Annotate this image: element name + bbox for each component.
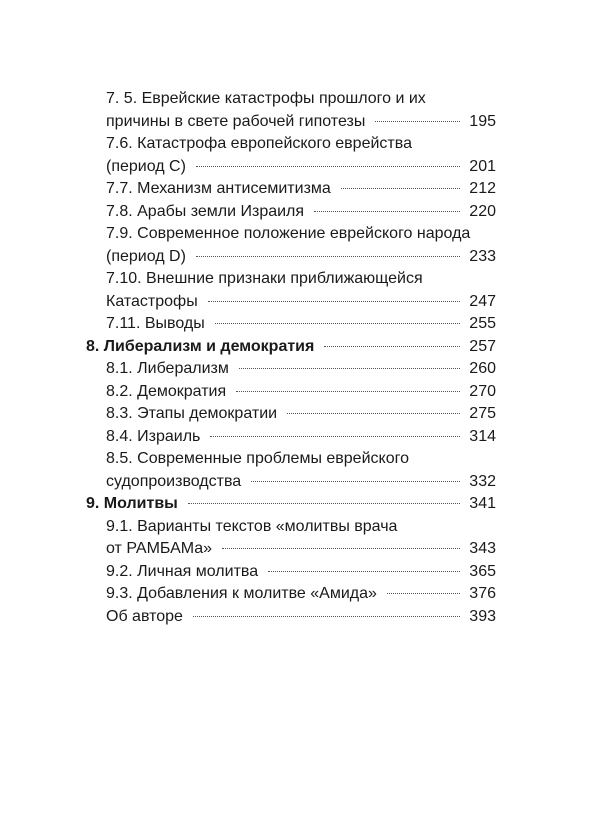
dot-leader (208, 301, 460, 302)
toc-page-number: 332 (469, 472, 496, 490)
toc-page-number: 343 (469, 540, 496, 557)
toc-page-number: 212 (469, 180, 496, 197)
toc-page-number: 247 (469, 292, 496, 310)
toc-entry-title: 9.3. Добавления к молитве «Амида» (106, 585, 377, 602)
toc-entry-title: 8.1. Либерализм (106, 360, 229, 377)
toc-entry-title: от РАМБАМа» (106, 540, 213, 557)
toc-entry-row (106, 471, 496, 494)
toc-entry-title: Об авторе (106, 607, 183, 625)
toc-page-number: 220 (469, 202, 496, 220)
toc-entry-title: 7.7. Механизм антисемитизма (106, 180, 331, 197)
toc-entry-title: 8.4. Израиль (106, 427, 201, 445)
toc-entry-row (106, 606, 496, 629)
toc-entry-title: 8.3. Этапы демократии (106, 405, 278, 422)
dot-leader (196, 256, 460, 257)
toc-entry-row (106, 403, 496, 426)
dot-leader (375, 121, 460, 122)
toc-entry-title-line: 7.9. Современное положение еврейского народа (106, 225, 471, 242)
toc-entry-row (106, 111, 496, 134)
toc-entry-title: 7.11. Выводы (106, 315, 205, 332)
toc-entry-row (106, 313, 496, 336)
toc-section-entry (86, 88, 496, 133)
toc-entry-row (106, 561, 496, 584)
dot-leader (387, 593, 460, 594)
toc-page-number: 376 (469, 585, 496, 602)
toc-entry-title-line: 7.10. Внешние признаки приближающейся (106, 270, 423, 287)
toc-entry-title: 8.2. Демократия (106, 382, 227, 400)
toc-entry-title: Катастрофы (106, 292, 198, 310)
toc-section-entry (86, 313, 496, 336)
toc-entry-row (106, 178, 496, 201)
toc-section-entry (86, 606, 496, 629)
toc-entry-title: 8. Либерализм и демократия (86, 337, 315, 355)
toc-section-entry (86, 381, 496, 404)
dot-leader (193, 616, 460, 617)
toc-section-entry (86, 133, 496, 178)
toc-section-entry (86, 201, 496, 224)
dot-leader (215, 323, 460, 324)
toc-page-number: 233 (469, 247, 496, 265)
toc-entry-row (106, 426, 496, 449)
toc-entry-row (106, 291, 496, 314)
toc-section-entry (86, 448, 496, 493)
toc-entry-title: 7.8. Арабы земли Израиля (106, 202, 305, 220)
dot-leader (236, 391, 460, 392)
toc-entry-row (106, 358, 496, 381)
dot-leader (287, 413, 460, 414)
toc-entry-title: (период D) (106, 247, 186, 265)
toc-entry-row (106, 201, 496, 224)
toc-page-number: 195 (469, 112, 496, 130)
toc-page-number: 341 (469, 495, 496, 512)
toc-entry-row (106, 538, 496, 561)
dot-leader (210, 436, 460, 437)
dot-leader (324, 346, 460, 347)
toc-entry-row (106, 156, 496, 179)
toc-page-number: 257 (469, 337, 496, 355)
toc-section-entry (86, 178, 496, 201)
toc-entry-title-line: 8.5. Современные проблемы еврейского (106, 450, 409, 467)
toc-page-number: 275 (469, 405, 496, 422)
dot-leader (222, 548, 460, 549)
toc-section-entry (86, 426, 496, 449)
toc-entry-title: 9. Молитвы (86, 495, 178, 512)
toc-page-number: 270 (469, 382, 496, 400)
toc-entry-title-line: 9.1. Варианты текстов «молитвы врача (106, 517, 398, 535)
toc-entry-title-line: 7.6. Катастрофа европейского еврейства (106, 135, 412, 152)
toc-page-number: 393 (469, 607, 496, 625)
toc-page-number: 314 (469, 427, 496, 445)
toc-chapter-entry (86, 336, 496, 359)
toc-entry-title: причины в свете рабочей гипотезы (106, 112, 366, 130)
toc-page-number: 255 (469, 315, 496, 332)
toc-entry-row (106, 583, 496, 606)
toc-entry-title: (период С) (106, 157, 186, 175)
dot-leader (314, 211, 460, 212)
toc-chapter-entry (86, 493, 496, 516)
toc-section-entry (86, 223, 496, 268)
table-of-contents (86, 88, 496, 628)
dot-leader (196, 166, 460, 167)
toc-entry-row (86, 336, 496, 359)
dot-leader (268, 571, 460, 572)
toc-section-entry (86, 403, 496, 426)
toc-section-entry (86, 358, 496, 381)
dot-leader (239, 368, 460, 369)
toc-entry-title: 9.2. Личная молитва (106, 562, 259, 580)
toc-section-entry (86, 561, 496, 584)
toc-entry-row (106, 381, 496, 404)
toc-entry-title: судопроизводства (106, 472, 242, 490)
toc-section-entry (86, 268, 496, 313)
dot-leader (251, 481, 460, 482)
toc-page-number: 260 (469, 360, 496, 377)
toc-entry-title-line: 7. 5. Еврейские катастрофы прошлого и их (106, 90, 426, 107)
toc-section-entry (86, 516, 496, 561)
dot-leader (341, 188, 460, 189)
toc-entry-row (106, 246, 496, 269)
dot-leader (188, 503, 460, 504)
toc-section-entry (86, 583, 496, 606)
toc-page-number: 201 (469, 157, 496, 175)
toc-entry-row (86, 493, 496, 516)
toc-page-number: 365 (469, 562, 496, 580)
